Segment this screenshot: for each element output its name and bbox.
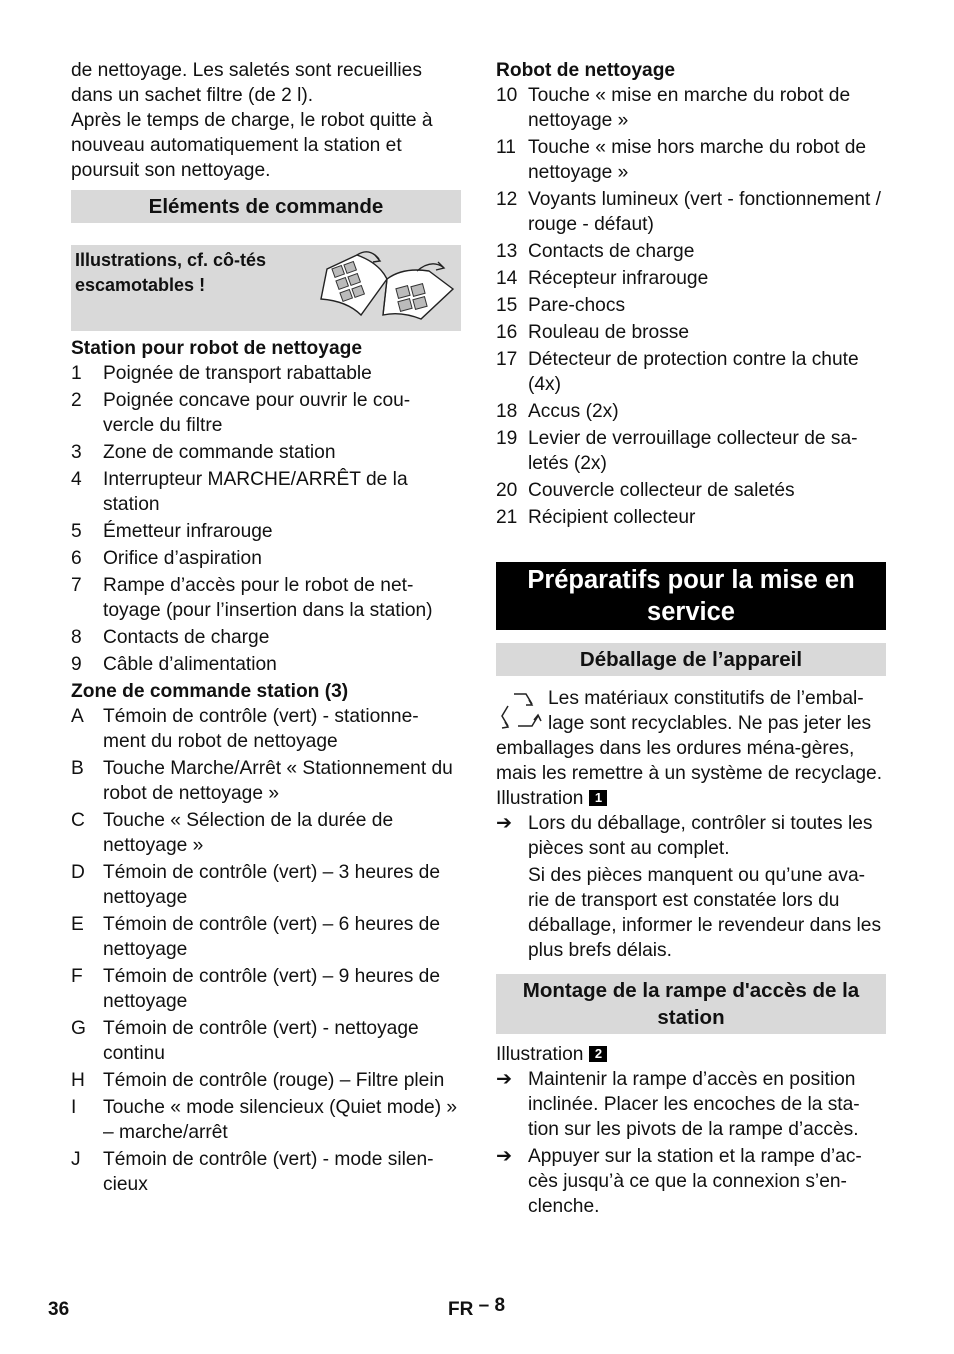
list-item <box>71 546 461 571</box>
item-text: Témoin de contrôle (vert) – 6 heures de nettoyage <box>103 914 441 960</box>
zone-list <box>71 704 461 1197</box>
unpack-step <box>496 811 886 861</box>
item-text: Touche Marche/Arrêt « Stationnement du robot de nettoyage » <box>103 758 453 804</box>
list-item <box>71 467 461 517</box>
item-text: Récepteur infrarouge <box>528 268 709 289</box>
intro-paragraph-2: Après le temps de charge, le robot quitte à nouveau automatiquement la station et poursuit son nettoyage. <box>71 110 433 181</box>
item-letter: E <box>71 914 84 935</box>
list-item <box>496 83 886 133</box>
item-letter: I <box>71 1097 77 1118</box>
language-code: FR <box>448 1299 474 1320</box>
figure-2-badge: 2 <box>589 1046 607 1062</box>
list-item <box>71 519 461 544</box>
item-number: 21 <box>496 507 518 528</box>
item-text: Récipient collecteur <box>528 507 696 528</box>
item-text: Témoin de contrôle (vert) - stationne-ment du robot de nettoyage <box>103 706 419 752</box>
item-text: Interrupteur MARCHE/ARRÊT de la station <box>103 469 408 515</box>
arrow-right-icon: ➔ <box>496 1069 513 1090</box>
list-item <box>71 1147 461 1197</box>
item-text: Contacts de charge <box>103 627 270 648</box>
section-title-ramp: Montage de la rampe d'accès de la station <box>496 974 886 1034</box>
item-text: Rouleau de brosse <box>528 322 690 343</box>
illustration-note-box <box>71 245 461 331</box>
item-number: 6 <box>71 548 82 569</box>
list-item <box>496 426 886 476</box>
item-text: Zone de commande station <box>103 442 336 463</box>
section-page: – 8 <box>478 1295 506 1316</box>
item-number: 12 <box>496 189 518 210</box>
footer-language <box>448 1297 505 1322</box>
arrow-right-icon: ➔ <box>496 1146 513 1167</box>
unpack-note <box>496 863 886 963</box>
section-title-unpacking: Déballage de l’appareil <box>496 643 886 676</box>
list-item <box>71 440 461 465</box>
item-number: 11 <box>496 137 516 158</box>
item-text: Témoin de contrôle (vert) – 9 heures de nettoyage <box>103 966 441 1012</box>
list-item <box>71 704 461 754</box>
item-text: Touche « Sélection de la durée de nettoyage » <box>103 810 394 856</box>
item-letter: D <box>71 862 85 883</box>
station-heading: Station pour robot de nettoyage <box>71 338 363 359</box>
illustration-label: Illustration <box>496 1044 584 1065</box>
item-letter: J <box>71 1149 81 1170</box>
list-item <box>496 135 886 185</box>
item-number: 1 <box>71 363 82 384</box>
list-item <box>71 964 461 1014</box>
item-text: Détecteur de protection contre la chute (4x) <box>528 349 859 395</box>
item-number: 3 <box>71 442 82 463</box>
item-number: 8 <box>71 627 82 648</box>
item-number: 18 <box>496 401 518 422</box>
robot-heading: Robot de nettoyage <box>496 60 676 81</box>
list-item <box>71 912 461 962</box>
intro-paragraph-1: de nettoyage. Les saletés sont recueillies dans un sachet filtre (de 2 l). <box>71 60 422 106</box>
list-item <box>71 1095 461 1145</box>
item-text: Pare-chocs <box>528 295 626 316</box>
figure-1-badge: 1 <box>589 790 607 806</box>
item-text: Touche « mise hors marche du robot de nettoyage » <box>528 137 867 183</box>
step-text: Appuyer sur la station et la rampe d’ac-cès jusqu’à ce que la connexion s’en-clenche. <box>528 1146 862 1217</box>
list-item <box>71 361 461 386</box>
list-item <box>496 505 886 530</box>
ramp-step <box>496 1144 886 1219</box>
list-item <box>71 388 461 438</box>
item-text: Contacts de charge <box>528 241 695 262</box>
list-item <box>496 347 886 397</box>
list-item <box>71 808 461 858</box>
item-number: 16 <box>496 322 518 343</box>
illustration-note: Illustrations, cf. cô-tés escamotables ! <box>75 250 267 295</box>
item-text: Couvercle collecteur de saletés <box>528 480 795 501</box>
robot-list <box>496 83 886 530</box>
list-item <box>71 1068 461 1093</box>
item-text: Poignée concave pour ouvrir le cou-vercle du filtre <box>103 390 411 436</box>
item-number: 10 <box>496 85 518 106</box>
list-item <box>71 756 461 806</box>
item-letter: A <box>71 706 84 727</box>
list-item <box>71 860 461 910</box>
list-item <box>71 573 461 623</box>
item-text: Témoin de contrôle (vert) – 3 heures de nettoyage <box>103 862 441 908</box>
ramp-step <box>496 1067 886 1142</box>
item-text: Câble d’alimentation <box>103 654 277 675</box>
item-text: Accus (2x) <box>528 401 619 422</box>
list-item <box>71 625 461 650</box>
item-number: 13 <box>496 241 518 262</box>
item-letter: H <box>71 1070 85 1091</box>
list-item <box>496 320 886 345</box>
list-item <box>496 187 886 237</box>
left-column <box>71 58 461 1199</box>
section-title-controls: Eléments de commande <box>71 190 461 223</box>
item-text: Touche « mode silencieux (Quiet mode) » – marche/arrêt <box>103 1097 458 1143</box>
item-text: Témoin de contrôle (vert) - mode silen-cieux <box>103 1149 434 1195</box>
item-text: Voyants lumineux (vert - fonctionnement / rouge - défaut) <box>528 189 882 235</box>
item-letter: C <box>71 810 85 831</box>
item-number: 2 <box>71 390 82 411</box>
list-item <box>496 399 886 424</box>
item-text: Poignée de transport rabattable <box>103 363 372 384</box>
item-number: 7 <box>71 575 82 596</box>
list-item <box>71 1016 461 1066</box>
recycle-text: Les matériaux constitutifs de l’embal-lage sont recyclables. Ne pas jeter les emballages dans les ordures ména-gères, mais les remettre à un système de recyclage. <box>496 688 883 784</box>
list-item <box>71 652 461 677</box>
item-number: 4 <box>71 469 82 490</box>
note-text: Si des pièces manquent ou qu’une ava-rie de transport est constatée lors du déballage, informer le revendeur dans les plus brefs délais. <box>528 865 882 961</box>
item-text: Émetteur infrarouge <box>103 521 273 542</box>
item-letter: B <box>71 758 84 779</box>
illustration-1-line <box>496 786 886 811</box>
item-letter: G <box>71 1018 86 1039</box>
item-text: Rampe d’accès pour le robot de net-toyage (pour l’insertion dans la station) <box>103 575 433 621</box>
list-item <box>496 266 886 291</box>
illustration-label: Illustration <box>496 788 584 809</box>
item-number: 15 <box>496 295 518 316</box>
item-text: Levier de verrouillage collecteur de sa-letés (2x) <box>528 428 858 474</box>
page-number: 36 <box>48 1299 70 1320</box>
recycle-icon <box>496 688 544 732</box>
list-item <box>496 478 886 503</box>
illustration-2-line <box>496 1042 886 1067</box>
step-text: Maintenir la rampe d’accès en position inclinée. Placer les encoches de la sta-tion sur les pivots de la rampe d’accès. <box>528 1069 860 1140</box>
item-letter: F <box>71 966 83 987</box>
item-number: 5 <box>71 521 82 542</box>
item-number: 17 <box>496 349 518 370</box>
right-column <box>496 58 886 1219</box>
station-list <box>71 361 461 677</box>
item-text: Touche « mise en marche du robot de nettoyage » <box>528 85 851 131</box>
list-item <box>496 239 886 264</box>
item-number: 19 <box>496 428 518 449</box>
item-number: 14 <box>496 268 518 289</box>
zone-heading: Zone de commande station (3) <box>71 681 349 702</box>
list-item <box>496 293 886 318</box>
item-text: Témoin de contrôle (vert) - nettoyage continu <box>103 1018 419 1064</box>
chapter-title: Préparatifs pour la mise en service <box>496 562 886 630</box>
item-number: 9 <box>71 654 82 675</box>
fold-out-book-icon <box>317 249 457 321</box>
item-text: Témoin de contrôle (rouge) – Filtre plein <box>103 1070 445 1091</box>
item-text: Orifice d’aspiration <box>103 548 262 569</box>
recycle-paragraph <box>496 686 886 786</box>
item-number: 20 <box>496 480 518 501</box>
step-text: Lors du déballage, contrôler si toutes les pièces sont au complet. <box>528 813 873 859</box>
arrow-right-icon: ➔ <box>496 813 513 834</box>
